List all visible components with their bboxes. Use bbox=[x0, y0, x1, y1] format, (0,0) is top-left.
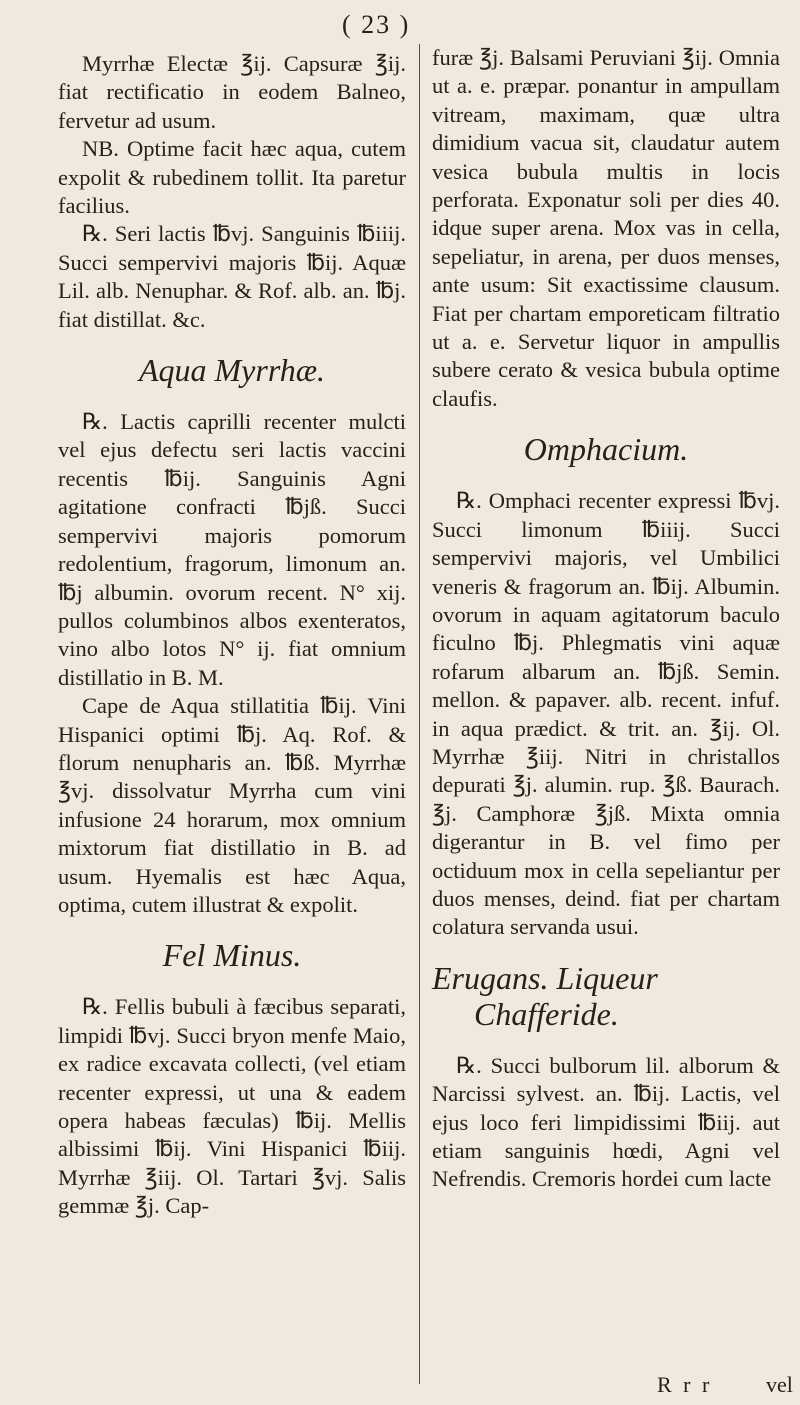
paragraph: Myrrhæ Electæ ℥ij. Capsuræ ℥ij. fiat rectificatio in eodem Balneo, fervetur ad usum. bbox=[58, 51, 406, 133]
paragraph: ℞. Lactis caprilli recenter mulcti vel ejus defectu seri lactis vaccini recentis ℔ij. Sanguinis Agni agitatione confracti ℔jß. Succi sempervivi majoris pomorum redolentium, fragorum, limonum an. ℔j albumin. ovorum recent. N° xij. pullos columbinos albos exenteratos, vino albo lotos N° ij. fiat omnium distillatio in B. M. bbox=[58, 409, 406, 690]
paragraph: NB. Optime facit hæc aqua, cutem expolit & rubedinem tollit. Ita paretur facilius. bbox=[58, 136, 406, 219]
section-heading: Omphacium. bbox=[523, 431, 689, 468]
paragraph: ℞. Succi bulborum lil. alborum & Narcissi sylvest. an. ℔ij. Lactis, vel ejus loco feri limpidissimi ℔iij. aut etiam sanguinis hœdi, Agni vel Nefrendis. Cremoris hordei cum lacte bbox=[432, 1052, 780, 1192]
section-heading: Erugans. Liqueur Chafferide. bbox=[432, 959, 658, 1032]
signature-mark: R r r bbox=[657, 1372, 713, 1397]
section-heading: Aqua Myrrhæ. bbox=[138, 352, 326, 389]
right-column bbox=[432, 44, 780, 1194]
left-column bbox=[58, 50, 406, 1221]
paragraph: ℞. Omphaci recenter expressi ℔vj. Succi limonum ℔iiij. Succi sempervivi majoris, vel Umbilici veneris & fragorum an. ℔ij. Albumin. ovorum in aquam agitatorum baculo ficulno ℔j. Phlegmatis vini aquæ rofarum albarum an. ℔jß. Semin. mellon. & papaver. alb. recent. infuf. in aqua prædict. & trit. an. ℥ij. Ol. Myrrhæ ℥iij. Nitri in christallos depurati ℥j. alumin. rup. ℥ß. Baurach. ℥j. Camphoræ ℥jß. Mixta omnia digerantur in B. vel fimo per octiduum mox in cella sepeliantur per duos menses, deind. fiat per chartam colatura servanda usui. bbox=[432, 488, 780, 940]
section-heading: Fel Minus. bbox=[162, 937, 302, 974]
page-number: ( 23 ) bbox=[342, 10, 411, 39]
paragraph: ℞. Seri lactis ℔vj. Sanguinis ℔iiij. Succi sempervivi majoris ℔ij. Aquæ Lil. alb. Nenuphar. & Rof. alb. an. ℔j. fiat distillat. &c. bbox=[58, 221, 406, 332]
paragraph: Cape de Aqua stillatitia ℔ij. Vini Hispanici optimi ℔j. Aq. Rof. & florum nenupharis an. ℔ß. Myrrhæ ℥vj. dissolvatur Myrrha cum vini infusione 24 horarum, mox omnium mixtorum fiat distillatio in B. ad usum. Hyemalis est hæc Aqua, optima, cutem illustrat & expolit. bbox=[58, 693, 406, 917]
paragraph: ℞. Fellis bubuli à fæcibus separati, limpidi ℔vj. Succi bryon menfe Maio, ex radice excavata collecti, (vel etiam recenter expressi, ut una & eadem opera habeas fæculas) ℔ij. Mellis albissimi ℔ij. Vini Hispanici ℔iij. Myrrhæ ℥iij. Ol. Tartari ℥vj. Salis gemmæ ℥j. Cap- bbox=[58, 994, 406, 1219]
column-divider bbox=[419, 44, 420, 1384]
catchword: vel bbox=[766, 1372, 793, 1397]
paragraph: furæ ℥j. Balsami Peruviani ℥ij. Omnia ut a. e. præpar. ponantur in ampullam vitream, maximam, quæ ultra dimidium vacua sit, claudatur autem vesica bubula multis in locis perforata. Exponatur soli per dies 40. idque super arena. Mox vas in cella, sepeliatur, in arena, per duos menses, ante usum: Sit exactissime clausum. Fiat per chartam emporeticam filtratio ut a. e. Servetur liquor in ampullis subere cerato & vesica bubula optime claufis. bbox=[432, 45, 780, 411]
